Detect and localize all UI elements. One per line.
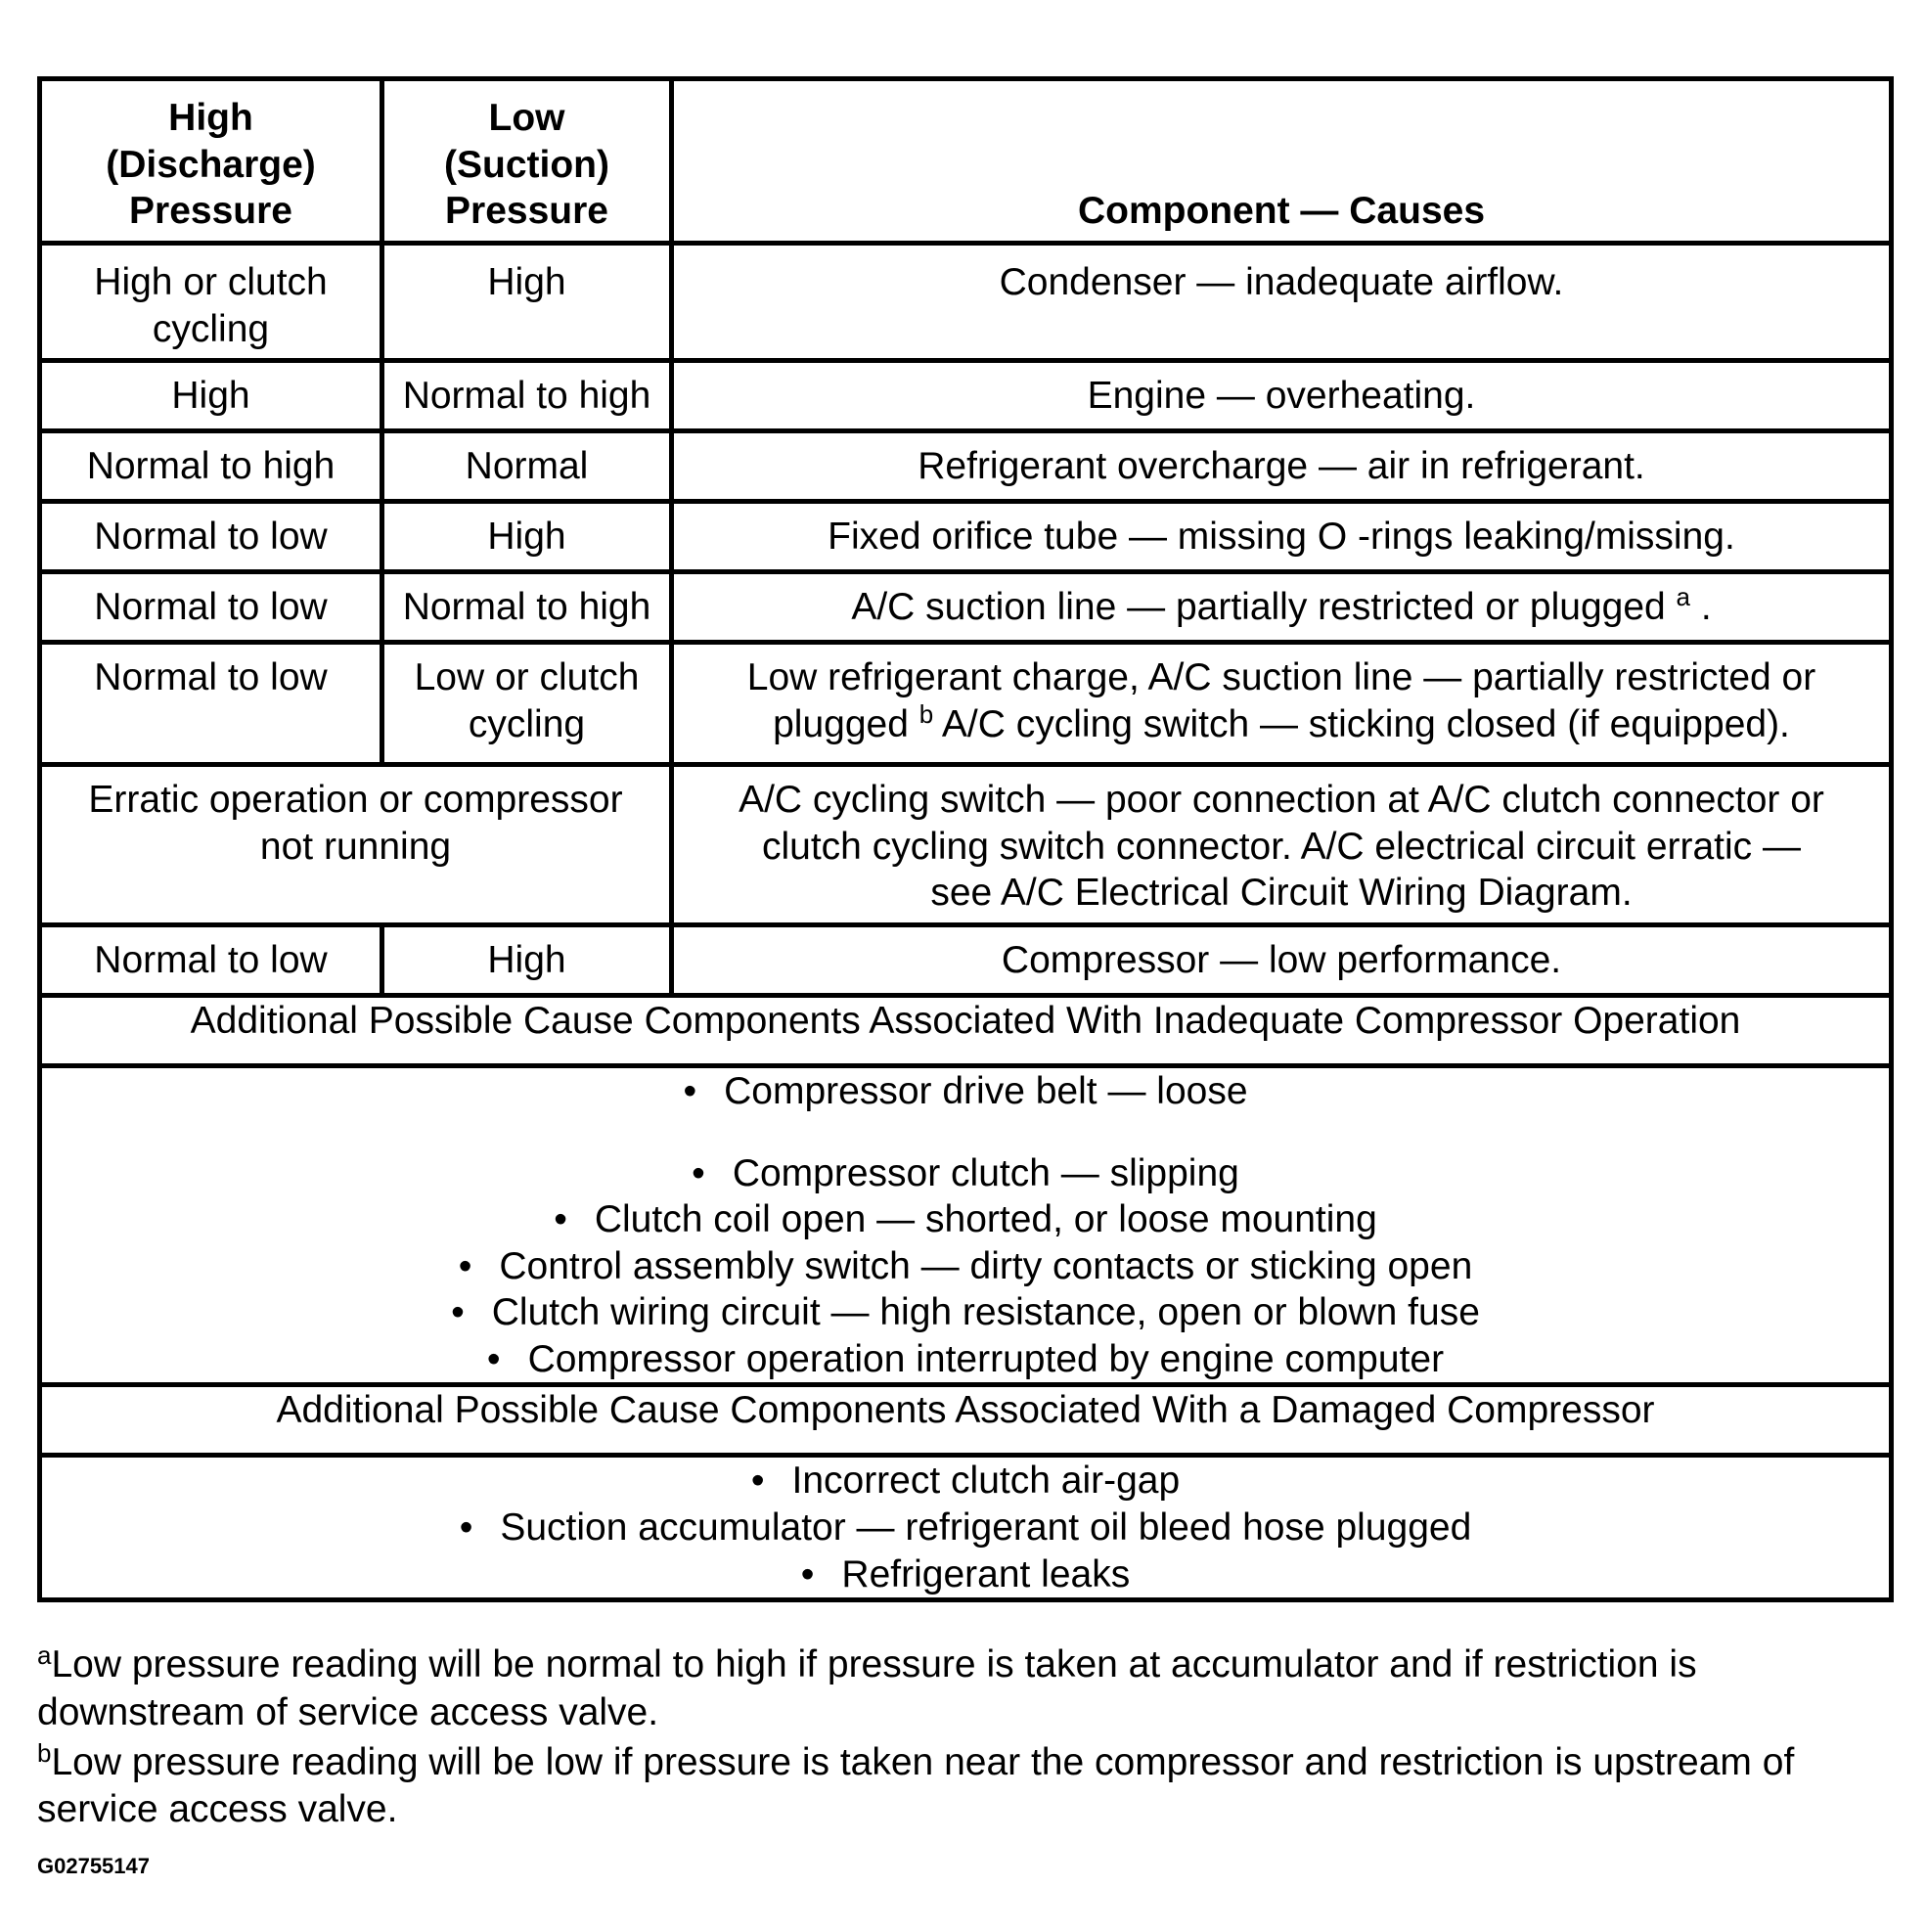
low-pressure-cell: Normal to high [382, 361, 672, 431]
section-title-damaged-compressor: Additional Possible Cause Components Associated With a Damaged Compressor [40, 1385, 1892, 1456]
bullet-glyph: • [683, 1070, 697, 1112]
footnotes [37, 1641, 1896, 1836]
figure-id: G02755147 [37, 1854, 150, 1878]
high-pressure-cell: High or clutch cycling [40, 244, 382, 361]
footnote-mark: b [37, 1737, 52, 1768]
table-row [40, 643, 1892, 765]
high-pressure-cell: Normal to high [40, 431, 382, 502]
list-item: • Compressor clutch — slipping [48, 1150, 1883, 1197]
list-item: • Control assembly switch — dirty contacts or sticking open [48, 1243, 1883, 1290]
low-pressure-cell: High [382, 925, 672, 996]
table-row [40, 502, 1892, 572]
section-list-row [40, 1066, 1892, 1385]
bullet-list [48, 1458, 1883, 1597]
merged-pressure-cell: Erratic operation or compressor not running [40, 765, 672, 925]
header-high-pressure: High (Discharge) Pressure [40, 79, 382, 244]
cause-cell: Compressor — low performance. [672, 925, 1892, 996]
list-item: • Suction accumulator — refrigerant oil bleed hose plugged [48, 1505, 1883, 1551]
list-item: • Incorrect clutch air-gap [48, 1458, 1883, 1505]
cause-cell: A/C suction line — partially restricted or plugged $^a$ . [672, 572, 1892, 643]
footnote-ref-b: b [918, 698, 934, 729]
bullet-glyph: • [750, 1460, 765, 1503]
high-pressure-cell: High [40, 361, 382, 431]
cause-cell: Engine — overheating. [672, 361, 1892, 431]
list-item: • Clutch wiring circuit — high resistance, open or blown fuse [48, 1289, 1883, 1336]
high-pressure-cell: Normal to low [40, 572, 382, 643]
high-pressure-cell: Normal to low [40, 925, 382, 996]
cause-cell: Low refrigerant charge, A/C suction line — partially restricted or plugged $^b$ A/C cycling switch — sticking closed (if equipped). [672, 643, 1892, 765]
header-component-causes: Component — Causes [672, 79, 1892, 244]
cause-cell: Fixed orifice tube — missing O -rings leaking/missing. [672, 502, 1892, 572]
bullet-list-cell [40, 1066, 1892, 1385]
section-title-inadequate-operation: Additional Possible Cause Components Associated With Inadequate Compressor Operation [40, 996, 1892, 1066]
footnote-b: $^b$Low pressure reading will be low if pressure is taken near the compressor and restriction is upstream of service access valve. [37, 1737, 1795, 1831]
header-row [40, 79, 1892, 244]
bullet-list-cell [40, 1456, 1892, 1600]
table-row [40, 925, 1892, 996]
bullet-glyph: • [800, 1552, 815, 1595]
low-pressure-cell: High [382, 502, 672, 572]
list-item: • Compressor operation interrupted by engine computer [48, 1336, 1883, 1383]
table-row [40, 765, 1892, 925]
table-row [40, 361, 1892, 431]
high-pressure-cell: Normal to low [40, 643, 382, 765]
list-item: • Compressor drive belt — loose [48, 1068, 1883, 1115]
low-pressure-cell: High [382, 244, 672, 361]
footnote-mark: a [37, 1640, 52, 1670]
low-pressure-cell: Normal to high [382, 572, 672, 643]
bullet-glyph: • [459, 1506, 473, 1550]
diagnosis-table [37, 76, 1894, 1602]
bullet-list [48, 1068, 1883, 1382]
table-row [40, 572, 1892, 643]
list-item: • Clutch coil open — shorted, or loose mounting [48, 1196, 1883, 1243]
bullet-glyph: • [486, 1337, 501, 1380]
bullet-glyph: • [692, 1151, 705, 1194]
list-item: • Refrigerant leaks [48, 1551, 1883, 1598]
section-list-row [40, 1456, 1892, 1600]
low-pressure-cell: Normal [382, 431, 672, 502]
bullet-glyph: • [554, 1198, 567, 1241]
cause-cell: A/C cycling switch — poor connection at A/C clutch connector or clutch cycling switch connector. A/C electrical circuit erratic — see A/C Electrical Circuit Wiring Diagram. [672, 765, 1892, 925]
section-header-row [40, 996, 1892, 1066]
footnote-ref-a: a [1676, 581, 1691, 611]
bullet-glyph: • [458, 1244, 472, 1287]
section-header-row [40, 1385, 1892, 1456]
cause-cell: Refrigerant overcharge — air in refrigerant. [672, 431, 1892, 502]
high-pressure-cell: Normal to low [40, 502, 382, 572]
header-low-pressure: Low (Suction) Pressure [382, 79, 672, 244]
low-pressure-cell: Low or clutch cycling [382, 643, 672, 765]
footnote-a: $^a$Low pressure reading will be normal to high if pressure is taken at accumulator and if restriction is downstream of service access valve. [37, 1640, 1697, 1733]
bullet-glyph: • [451, 1291, 465, 1334]
table-row [40, 431, 1892, 502]
cause-cell: Condenser — inadequate airflow. [672, 244, 1892, 361]
table-row [40, 244, 1892, 361]
